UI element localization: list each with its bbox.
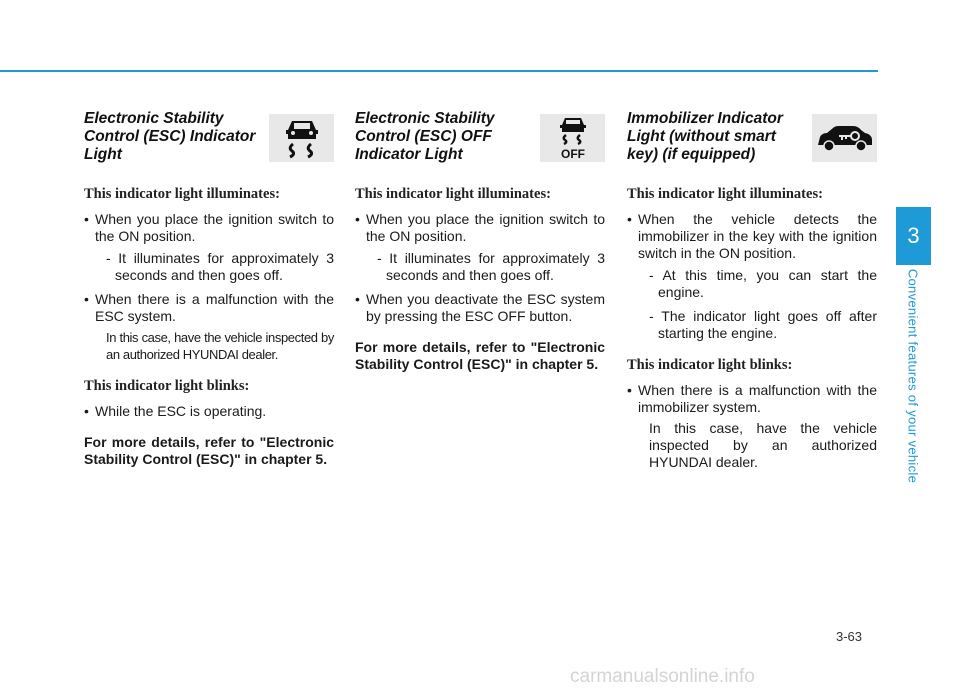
list-item: • When the vehicle detects the immobilizer in the key with the ignition switch in the ON position. - At this time, you can start the engine. - The indicator light goes off after starting the engine. xyxy=(627,211,877,342)
list-item: • When you place the ignition switch to the ON position. - It illuminates for approximately 3 seconds and then goes off. xyxy=(84,211,334,284)
esc-skid-icon xyxy=(269,114,334,162)
chapter-title: Convenient features of your vehicle xyxy=(905,268,921,484)
section-title: Electronic Stability Control (ESC) OFF Indicator Light xyxy=(355,110,495,163)
sub-item: - It illuminates for approximately 3 seconds and then goes off. xyxy=(377,250,605,283)
off-label: OFF xyxy=(560,147,585,160)
sub-item: - At this time, you can start the engine. xyxy=(649,267,877,300)
esc-off-icon xyxy=(540,114,605,162)
section-title: Immobilizer Indicator Light (without smart key) (if equipped) xyxy=(627,110,783,163)
blinks-heading: This indicator light blinks: xyxy=(627,357,793,373)
list-item: • When you deactivate the ESC system by pressing the ESC OFF button. xyxy=(355,291,605,325)
watermark: carmanualsonline.info xyxy=(570,666,755,687)
list-item: • When you place the ignition switch to the ON position. - It illuminates for approximately 3 seconds and then goes off. xyxy=(355,211,605,284)
immobilizer-car-key-icon xyxy=(812,114,877,162)
section-title: Electronic Stability Control (ESC) Indicator Light xyxy=(84,110,256,163)
reference-note: For more details, refer to "Electronic Stability Control (ESC)" in chapter 5. xyxy=(84,434,334,467)
section-immobilizer-indicator xyxy=(627,110,877,479)
illuminates-heading: This indicator light illuminates: xyxy=(84,186,280,202)
section-esc-off-indicator xyxy=(355,110,605,373)
sub-item: - The indicator light goes off after starting the engine. xyxy=(649,308,877,341)
page-number: 3-63 xyxy=(836,629,863,644)
header-rule xyxy=(0,70,878,72)
illuminates-heading: This indicator light illuminates: xyxy=(627,186,823,202)
list-item: • When there is a malfunction with the ESC system. In this case, have the vehicle inspected by an authorized HYUNDAI dealer. xyxy=(84,291,334,363)
chapter-tab: 3 xyxy=(896,207,931,265)
blinks-heading: This indicator light blinks: xyxy=(84,378,250,394)
note: In this case, have the vehicle inspected by an authorized HYUNDAI dealer. xyxy=(649,420,877,470)
list-item: • When there is a malfunction with the immobilizer system. In this case, have the vehicle inspected by an authorized HYUNDAI dealer. xyxy=(627,382,877,471)
illuminates-heading: This indicator light illuminates: xyxy=(355,186,551,202)
list-item: • While the ESC is operating. xyxy=(84,403,334,420)
note: In this case, have the vehicle inspected by an authorized HYUNDAI dealer. xyxy=(106,330,334,362)
sub-item: - It illuminates for approximately 3 seconds and then goes off. xyxy=(106,250,334,283)
reference-note: For more details, refer to "Electronic Stability Control (ESC)" in chapter 5. xyxy=(355,339,605,372)
section-esc-indicator xyxy=(84,110,334,468)
